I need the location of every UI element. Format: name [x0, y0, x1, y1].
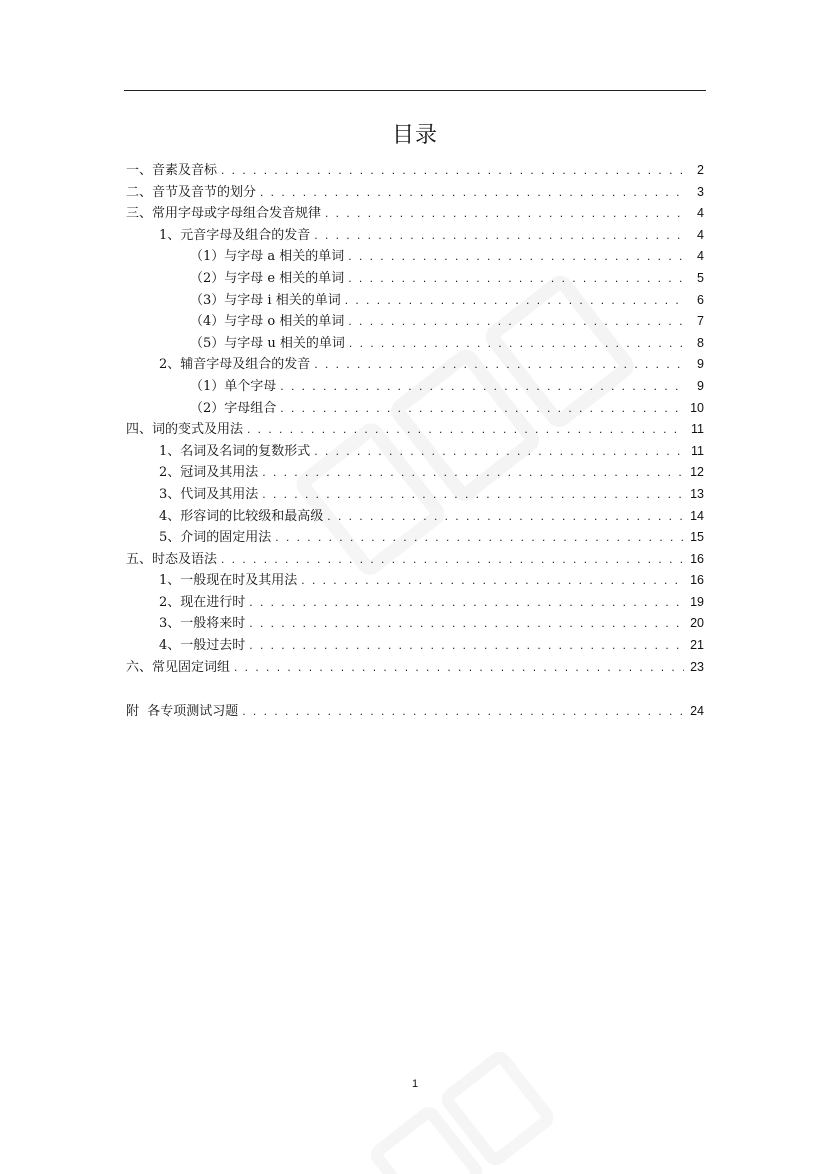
toc-entry-page: 13 [690, 486, 704, 501]
toc-entry-label: 四、词的变式及用法 [126, 422, 244, 438]
toc-entry-page: 9 [697, 357, 704, 372]
toc-dot-leader [247, 419, 684, 441]
toc-entry[interactable] [126, 419, 704, 441]
toc-dot-leader [345, 290, 684, 312]
toc-dot-leader [325, 203, 684, 225]
toc-entry[interactable] [126, 635, 704, 657]
toc-entry[interactable] [126, 592, 704, 614]
toc-entry-label: 2、现在进行时 [159, 594, 246, 610]
toc-entry[interactable] [126, 462, 704, 484]
table-of-contents [126, 160, 704, 723]
toc-dot-leader [327, 506, 684, 528]
toc-entry-label: （2）与字母 e 相关的单词 [190, 270, 345, 286]
toc-entry[interactable] [126, 398, 704, 420]
toc-dot-leader [275, 527, 684, 549]
toc-entry[interactable] [126, 246, 704, 268]
toc-dot-leader [221, 160, 684, 182]
toc-entry-label: （4）与字母 o 相关的单词 [190, 314, 345, 330]
toc-entry[interactable] [126, 613, 704, 635]
toc-entry-label: 附 各专项测试习题 [126, 704, 239, 720]
toc-entry-page: 4 [697, 227, 704, 242]
page-number: 1 [411, 1078, 419, 1090]
toc-entry[interactable] [126, 203, 704, 225]
toc-entry-page: 7 [697, 314, 704, 329]
toc-entry[interactable] [126, 657, 704, 679]
toc-entry-label: （5）与字母 u 相关的单词 [190, 335, 345, 351]
toc-entry-label: 1、名词及名词的复数形式 [159, 443, 311, 459]
toc-entry-page: 21 [690, 638, 704, 653]
toc-entry-page: 16 [690, 551, 704, 566]
toc-dot-leader [249, 592, 684, 614]
toc-entry-page: 10 [690, 400, 704, 415]
toc-entry[interactable] [126, 549, 704, 571]
toc-entry[interactable] [126, 311, 704, 333]
toc-entry-page: 9 [697, 378, 704, 393]
toc-entry-page: 6 [697, 292, 704, 307]
toc-entry-page: 15 [690, 530, 704, 545]
toc-entry-label: 1、一般现在时及其用法 [159, 573, 298, 589]
toc-entry-label: 4、一般过去时 [159, 638, 246, 654]
toc-entry-label: 1、元音字母及组合的发音 [159, 227, 311, 243]
toc-entry-page: 11 [691, 443, 704, 458]
toc-entry[interactable] [126, 354, 704, 376]
toc-entry[interactable] [126, 441, 704, 463]
toc-dot-leader [280, 398, 684, 420]
toc-dot-leader [314, 354, 684, 376]
toc-entry[interactable] [126, 290, 704, 312]
toc-dot-leader [348, 268, 684, 290]
toc-entry[interactable] [126, 268, 704, 290]
toc-entry-label: 5、介词的固定用法 [159, 530, 272, 546]
toc-entry-page: 24 [690, 704, 704, 719]
toc-entry-page: 16 [690, 573, 704, 588]
toc-entry-page: 4 [697, 206, 704, 221]
toc-entry-page: 23 [690, 659, 704, 674]
toc-entry-label: （3）与字母 i 相关的单词 [190, 292, 341, 308]
toc-dot-leader [260, 182, 684, 204]
toc-entry[interactable] [126, 701, 704, 723]
toc-entry-page: 14 [690, 508, 704, 523]
toc-entry-page: 2 [697, 163, 704, 177]
toc-entry-page: 5 [697, 270, 704, 285]
toc-entry[interactable] [126, 376, 704, 398]
toc-entry-label: 3、代词及其用法 [159, 486, 259, 502]
toc-entry-page: 4 [697, 249, 704, 264]
toc-entry-page: 19 [690, 594, 704, 609]
toc-entry[interactable] [126, 333, 704, 355]
toc-dot-leader [242, 701, 684, 723]
toc-dot-leader [348, 246, 684, 268]
toc-entry[interactable] [126, 506, 704, 528]
toc-entry[interactable] [126, 225, 704, 247]
toc-entry[interactable] [126, 160, 704, 182]
toc-entry-label: 六、常见固定词组 [126, 659, 231, 675]
toc-dot-leader [262, 462, 684, 484]
toc-entry[interactable] [126, 182, 704, 204]
toc-entry-page: 8 [697, 335, 704, 350]
toc-entry-label: 2、冠词及其用法 [159, 465, 259, 481]
toc-entry-label: 2、辅音字母及组合的发音 [159, 357, 311, 373]
toc-dot-leader [234, 657, 684, 679]
toc-entry-label: （2）字母组合 [190, 400, 277, 416]
toc-dot-leader [349, 333, 684, 355]
toc-dot-leader [348, 311, 684, 333]
toc-entry-page: 11 [691, 422, 704, 437]
toc-entry-label: 三、常用字母或字母组合发音规律 [126, 206, 322, 222]
toc-entry[interactable] [126, 570, 704, 592]
toc-entry-label: 3、一般将来时 [159, 616, 246, 632]
toc-entry[interactable] [126, 484, 704, 506]
toc-entry-label: （1）单个字母 [190, 378, 277, 394]
toc-dot-leader [262, 484, 684, 506]
toc-dot-leader [301, 570, 684, 592]
toc-entry-page: 20 [690, 616, 704, 631]
toc-dot-leader [314, 225, 684, 247]
toc-entry[interactable] [126, 527, 704, 549]
toc-entry-label: 一、音素及音标 [126, 163, 218, 178]
toc-entry-label: 二、音节及音节的划分 [126, 184, 257, 200]
toc-dot-leader [249, 613, 684, 635]
toc-entry-page: 12 [690, 465, 704, 480]
toc-entry-label: 4、形容词的比较级和最高级 [159, 508, 324, 524]
toc-entry-label: 五、时态及语法 [126, 551, 218, 567]
toc-entry-label: （1）与字母 a 相关的单词 [190, 249, 345, 265]
header-rule [124, 90, 706, 91]
toc-dot-leader [249, 635, 684, 657]
toc-dot-leader [280, 376, 684, 398]
toc-entry-page: 3 [697, 184, 704, 199]
page-title: 目录 [391, 123, 438, 148]
toc-dot-leader [314, 441, 684, 463]
toc-dot-leader [221, 549, 684, 571]
